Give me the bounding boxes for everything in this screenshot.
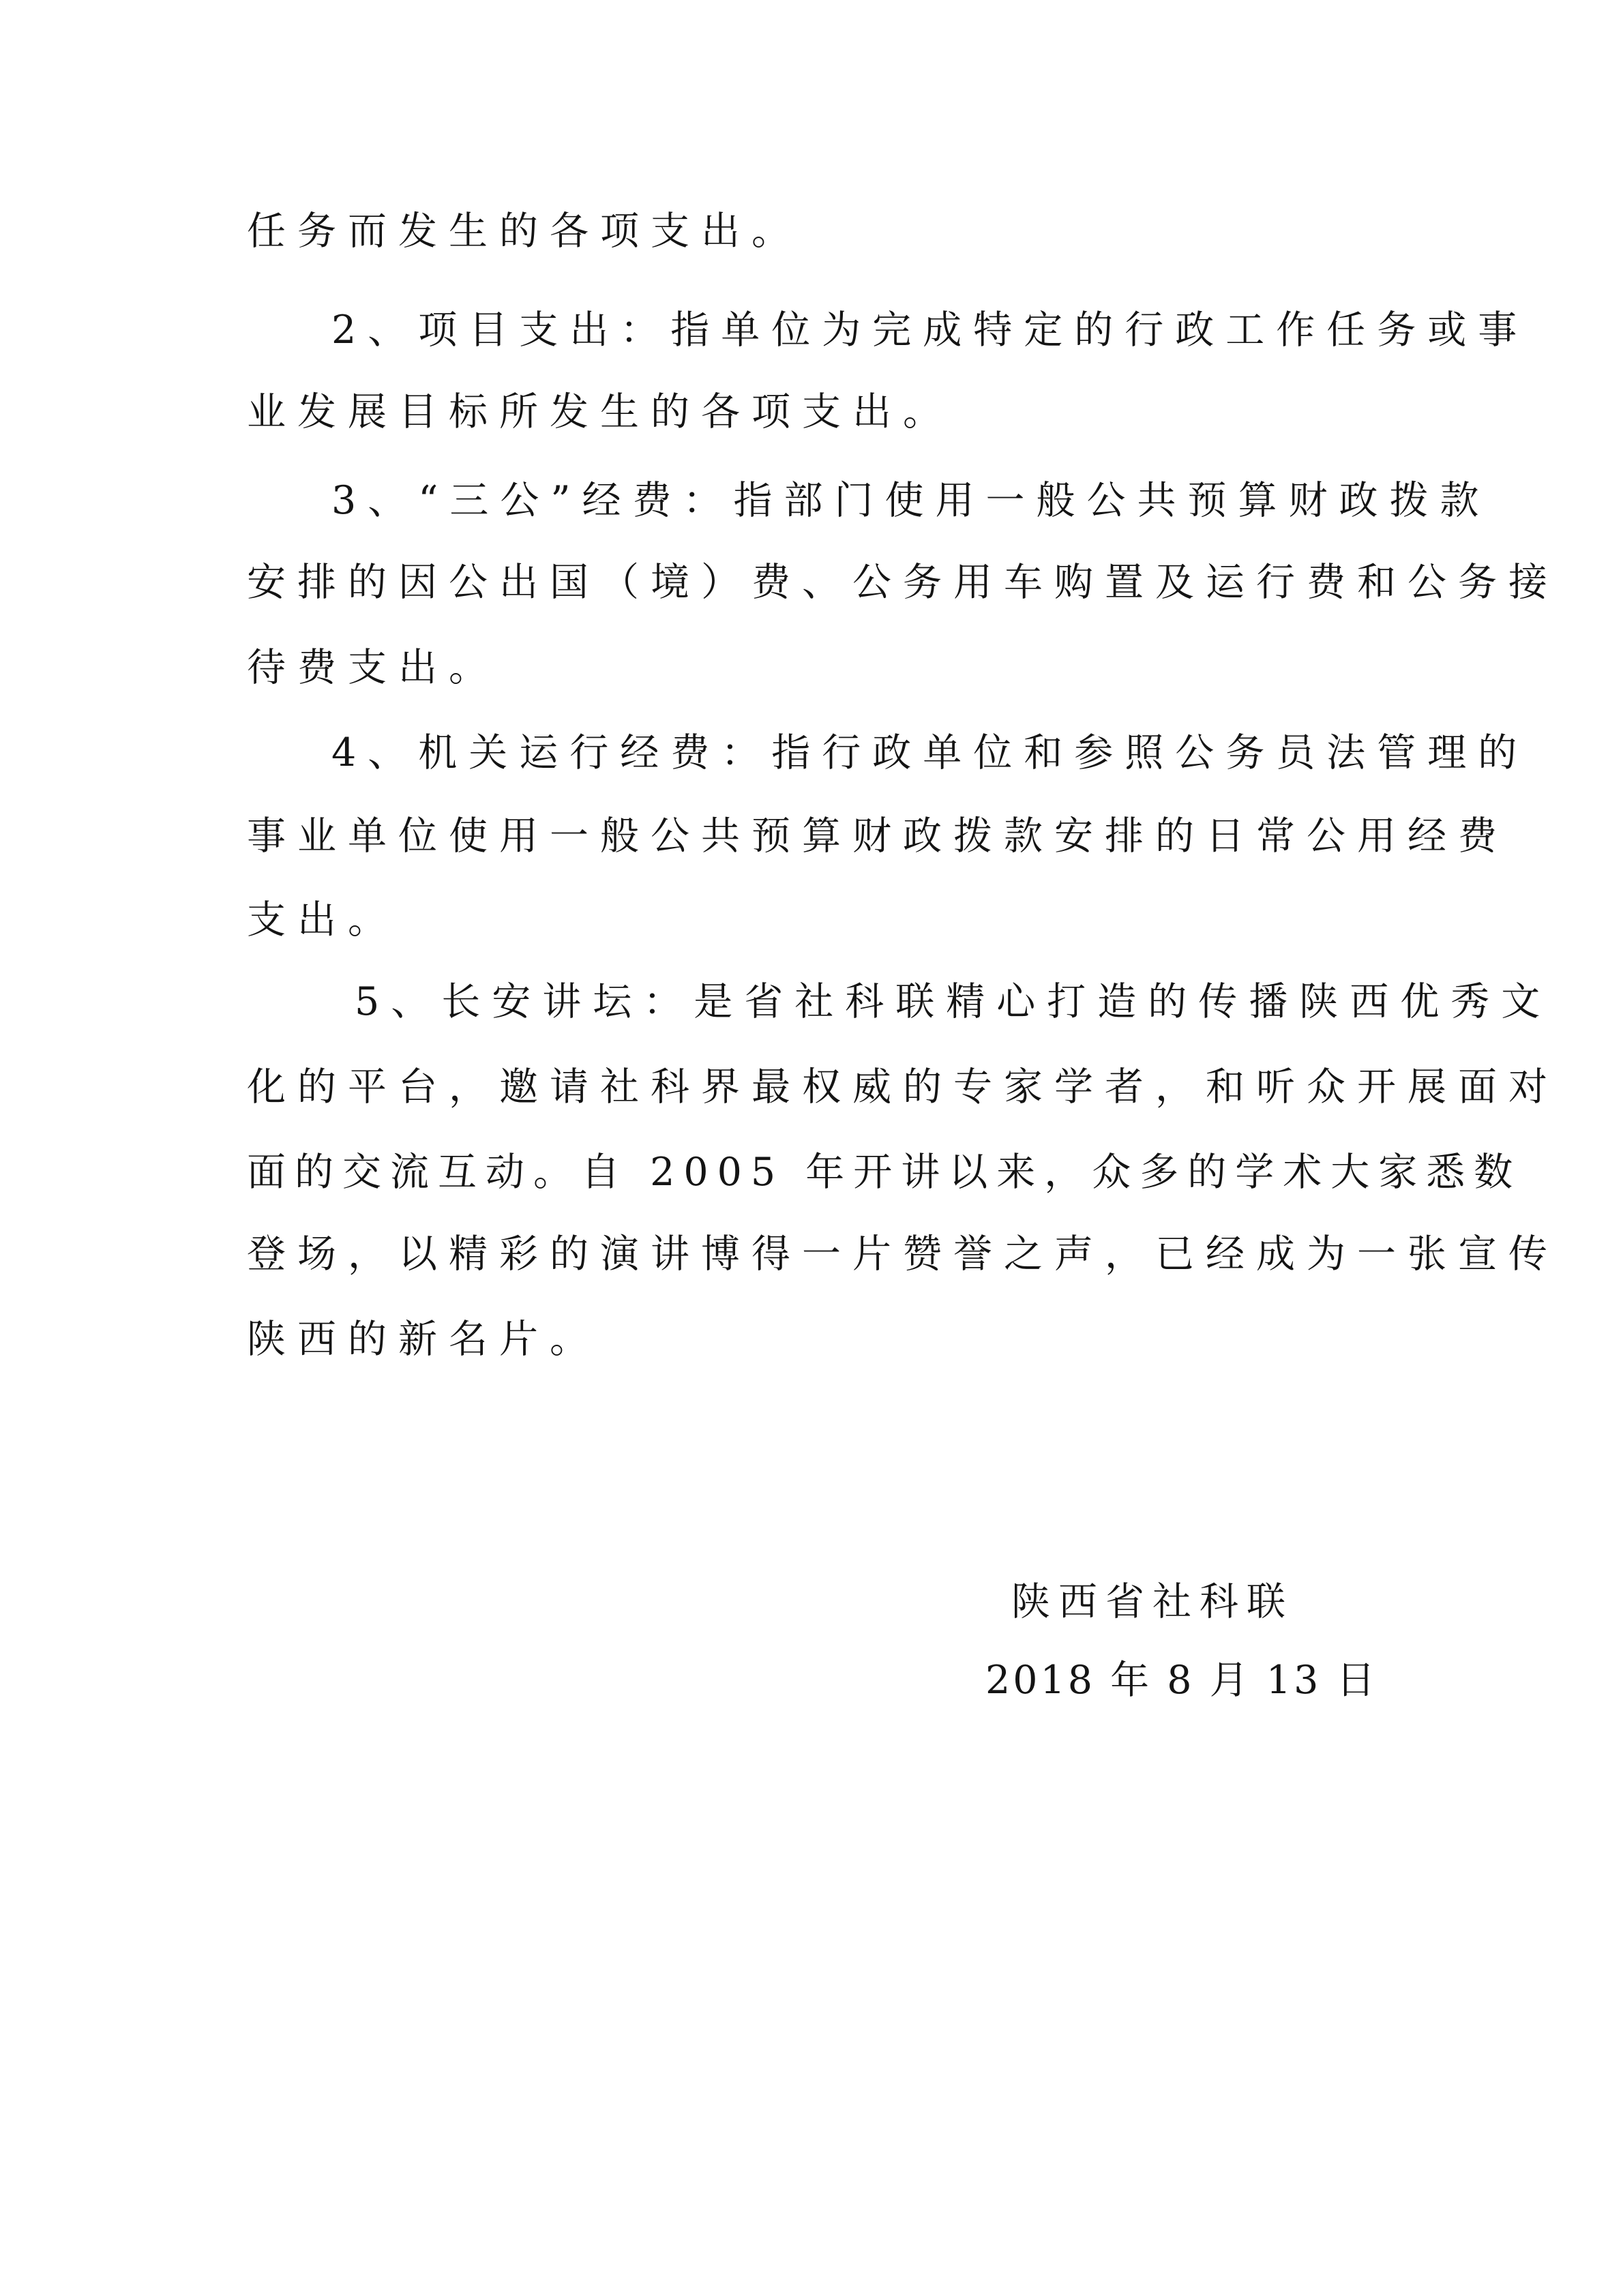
paragraph-3-line-2: 安排的因公出国（境）费、公务用车购置及运行费和公务接: [247, 560, 1559, 605]
paragraph-5-line-4: 登场，以精彩的演讲博得一片赞誉之声，已经成为一张宣传: [247, 1232, 1559, 1277]
paragraph-5-line-5: 陕西的新名片。: [247, 1317, 600, 1362]
paragraph-5-line-1: 5、长安讲坛：是省社科联精心打造的传播陕西优秀文: [355, 979, 1552, 1024]
paragraph-continuation-line: 任务而发生的各项支出。: [247, 209, 802, 254]
paragraph-2-line-2: 业发展目标所发生的各项支出。: [247, 389, 953, 434]
paragraph-4-line-1: 4、机关运行经费：指行政单位和参照公务员法管理的: [331, 730, 1529, 775]
paragraph-4-line-3: 支出。: [247, 897, 398, 942]
paragraph-4-line-2: 事业单位使用一般公共预算财政拨款安排的日常公用经费: [247, 814, 1508, 859]
paragraph-3-line-1: 3、“三公”经费：指部门使用一般公共预算财政拨款: [331, 478, 1491, 523]
signature-date: 2018 年 8 月 13 日: [985, 1658, 1378, 1703]
paragraph-5-line-3: 面的交流互动。自 2005 年开讲以来，众多的学术大家悉数: [247, 1150, 1522, 1195]
paragraph-2-line-1: 2、项目支出：指单位为完成特定的行政工作任务或事: [331, 308, 1529, 353]
signature-organization: 陕西省社科联: [1011, 1579, 1294, 1624]
paragraph-5-line-2: 化的平台，邀请社科界最权威的专家学者，和听众开展面对: [247, 1064, 1559, 1109]
paragraph-3-line-3: 待费支出。: [247, 645, 499, 690]
